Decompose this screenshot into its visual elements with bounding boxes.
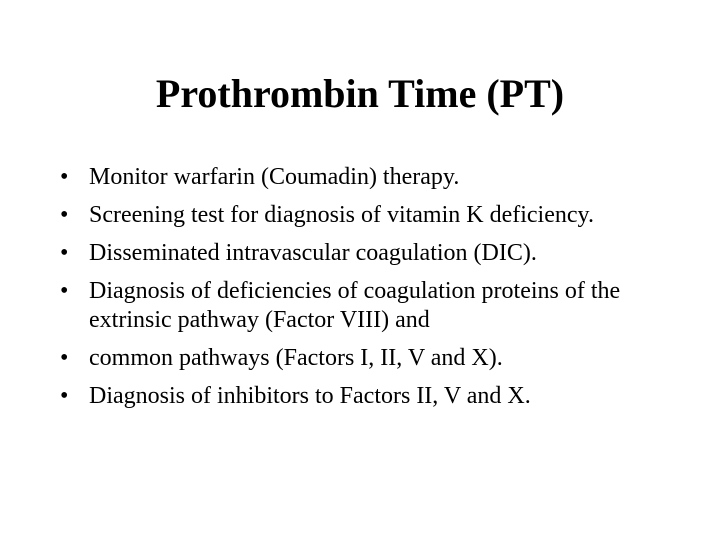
bullet-item [60, 344, 680, 373]
bullet-text: Diagnosis of inhibitors to Factors II, V and X. [89, 383, 531, 409]
bullet-text: Diagnosis of deficiencies of coagulation proteins of the extrinsic pathway (Factor VIII) and [89, 278, 621, 333]
bullet-list [60, 163, 680, 420]
bullet-item [60, 163, 680, 192]
bullet-text: Monitor warfarin (Coumadin) therapy. [89, 164, 460, 190]
bullet-item [60, 277, 680, 335]
bullet-item [60, 201, 680, 230]
bullet-text: Disseminated intravascular coagulation (DIC). [89, 240, 537, 266]
slide-title: Prothrombin Time (PT) [155, 71, 565, 116]
bullet-icon: • [60, 383, 69, 409]
bullet-text: common pathways (Factors I, II, V and X). [89, 345, 503, 371]
bullet-item [60, 239, 680, 268]
bullet-icon: • [60, 345, 69, 371]
bullet-icon: • [60, 240, 69, 266]
bullet-icon: • [60, 278, 69, 304]
bullet-item [60, 382, 680, 411]
bullet-icon: • [60, 164, 69, 190]
bullet-text: Screening test for diagnosis of vitamin K deficiency. [89, 202, 594, 228]
bullet-icon: • [60, 202, 69, 228]
